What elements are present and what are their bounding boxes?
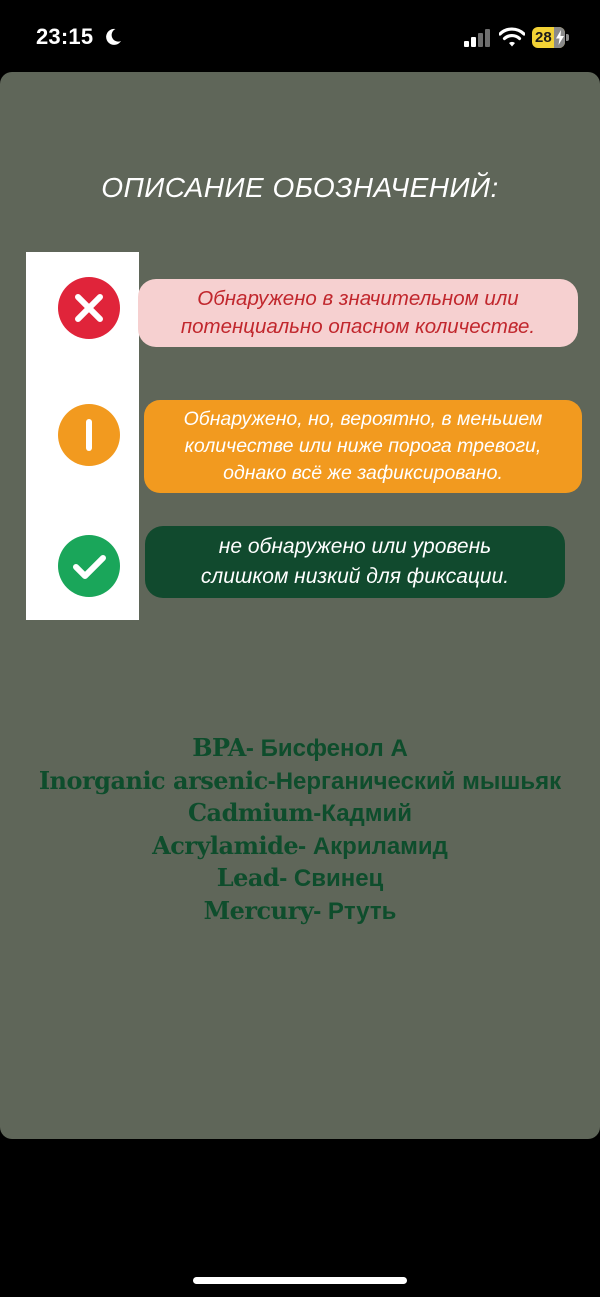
battery-indicator [532,27,570,48]
contaminant-row: Mercury- Ртуть [203,895,397,925]
status-bar [0,0,600,72]
status-time: 23:15 [36,24,94,49]
icon-panel [26,252,139,620]
home-indicator[interactable] [193,1277,407,1284]
contaminant-row: Acrylamide- Акриламид [152,830,448,860]
contaminant-name: Acrylamide [152,830,299,860]
contaminant-translation: Бисфенол А [260,735,408,762]
x-circle-icon [57,276,121,340]
cellular-signal-icon [464,29,492,47]
contaminant-translation: Ртуть [327,897,397,925]
contaminant-translation: Акриламид [312,832,448,860]
legend-title: ОПИСАНИЕ ОБОЗНАЧЕНИЙ: [101,172,499,203]
contaminant-translation: Кадмий [321,800,413,827]
warning-description: Обнаружено, но, вероятно, в меньшем количестве или ниже порога тревоги, однако всё же зафиксировано. [144,400,582,493]
exclamation-circle-icon [57,403,121,467]
check-circle-icon [57,534,121,598]
contaminant-name: Lead [216,863,280,892]
contaminant-name: Mercury [203,895,314,925]
contaminant-name: BPA [192,733,246,762]
danger-description: Обнаружено в значительном или потенциально опасном количестве. [138,279,578,347]
contaminant-name: Cadmium [187,798,314,827]
battery-level: 28 [535,29,552,46]
charging-bolt-icon [555,30,565,45]
contaminant-row: Inorganic arsenic-Нерганический мышьяк [38,765,562,795]
wifi-icon [499,26,525,48]
contaminant-list [0,732,600,927]
contaminant-row: Cadmium-Кадмий [187,798,413,827]
moon-icon [103,27,123,47]
legend-card [0,72,600,1139]
safe-description: не обнаружено или уровень слишком низкий для фиксации. [145,526,565,598]
contaminant-row: BPA- Бисфенол А [192,733,408,762]
contaminant-translation: Свинец [293,865,384,892]
contaminant-name: Inorganic arsenic [38,765,268,795]
contaminant-translation: Нерганический мышьяк [275,767,562,795]
contaminant-row: Lead- Свинец [216,863,384,892]
